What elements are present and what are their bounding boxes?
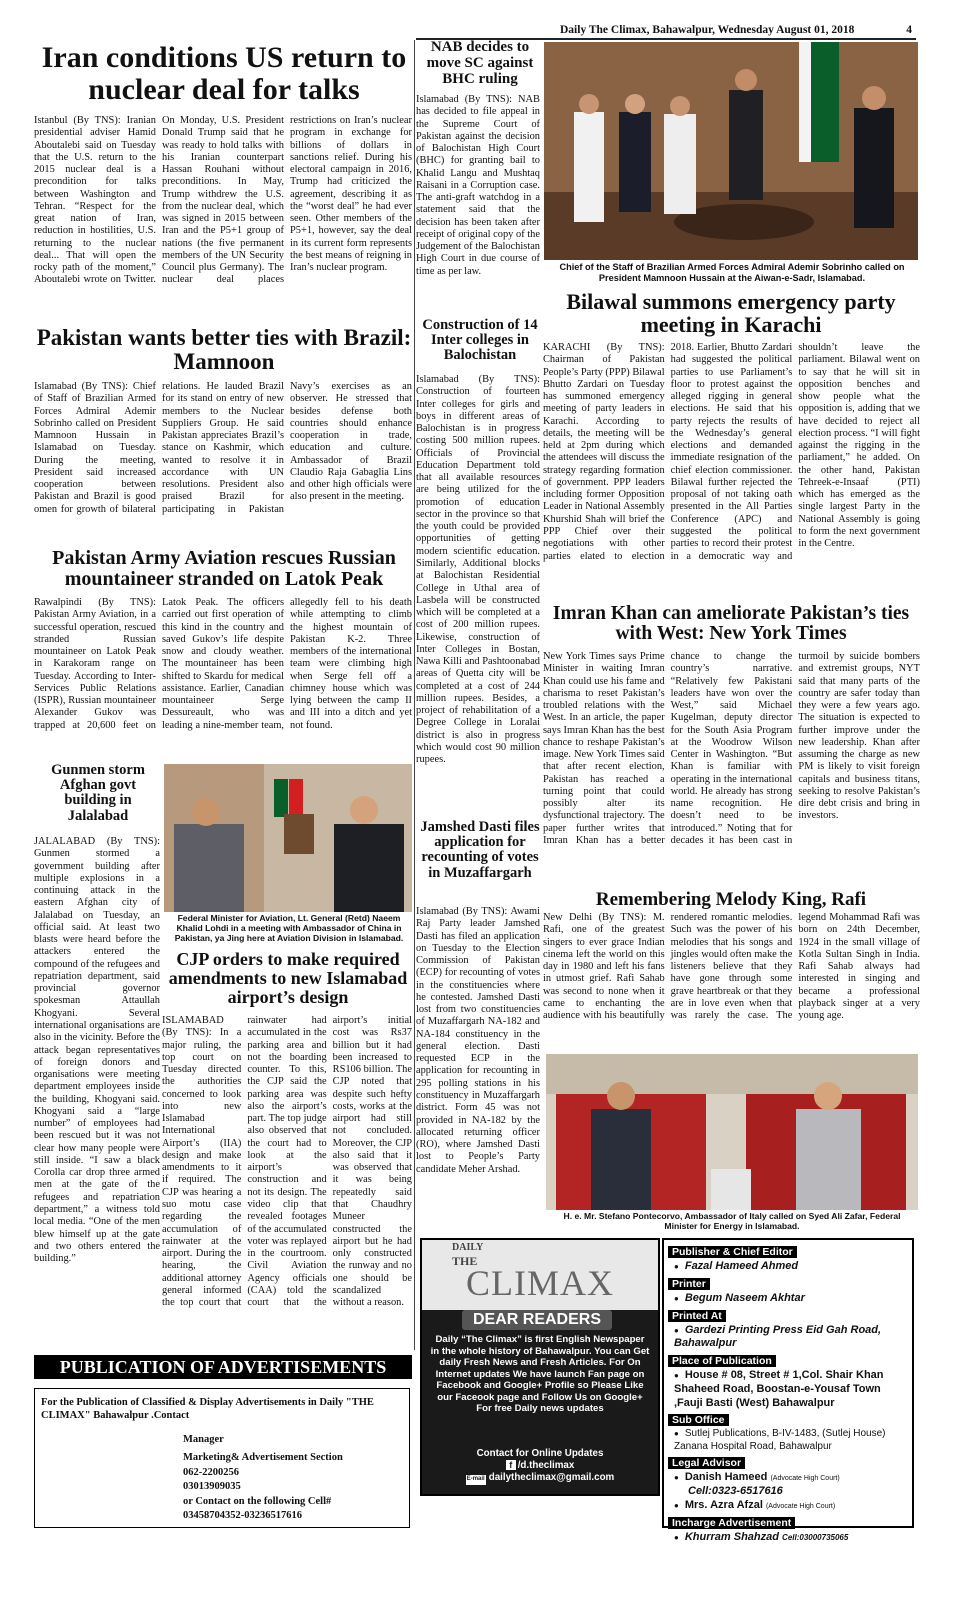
ads-or: or Contact on the following Cell# (183, 1495, 332, 1507)
italy-photo-caption: H. e. Mr. Stefano Pontecorvo, Ambassador of Italy called on Syed Ali Zafar, Federal Minister for Energy in Islamabad. (563, 1211, 901, 1231)
ads-phone1: 062-2200256 (183, 1466, 239, 1478)
ads-manager: Manager (183, 1434, 224, 1445)
construction-headline: Construction of 14 Inter colleges in Balochistan (422, 317, 538, 364)
cjp-body: ISLAMABAD (By TNS): In a major ruling, the top court on Tuesday directed the authorities concerned to look into new Islamabad International Airport’s (IIA) design and make amendments to it if required. The CJP was hearing a suo motu case regarding the accumulation of rainwater at the airport. During the hearing, the additional attorney general informed the top court that rainwater had accumulated in the parking area and not the boarding counter. To this, the CJP said the parking area was also the airport’s part. The top judge also observed that the court had to look at the airport’s construction and not its design. The video clip that revealed footages of the accumulated voter was replayed in the courtroom. Civil Aviation Agency officials (CAA) told the court that the airport’s initial cost was Rs37 billion but it had been increased to RS106 billion. The CJP noted that despite such hefty costs, works at the airport had still not concluded. Moreover, the CJP also said that it was observed that it was being repeatedly said that Chaudhry Muneer constructed the airport but he had only constructed the runway and no one should be scandalized without a reason. (162, 1015, 412, 1309)
logo-daily: DAILY (452, 1242, 484, 1253)
ads-line1: For the Publication of Classified & Display Advertisements in Daily "THE CLIMAX" Bahawalpur .Contact (41, 1397, 374, 1421)
ads-section: Marketing& Advertisement Section (183, 1452, 343, 1464)
cjp-headline: CJP orders to make required amendments to new Islamabad airport’s design (168, 949, 408, 1007)
aviation-headline: Pakistan Army Aviation rescues Russian mountaineer stranded on Latok Peak (52, 547, 396, 590)
brazil-photo-caption: Chief of the Staff of Brazilian Armed Forces Admiral Ademir Sobrinho called on President Mamnoon Hussain at the Aiwan-e-Sadr, Islamabad. (559, 262, 905, 283)
masthead (560, 24, 912, 36)
iran-headline: Iran conditions US return to nuclear deal for talks (41, 41, 407, 106)
nab-headline: NAB decides to move SC against BHC ruling (426, 39, 534, 87)
printer-name: ● Begum Naseem Akhtar (668, 1292, 908, 1306)
legal-heading: Legal Advisor (668, 1457, 745, 1469)
column-divider (414, 40, 415, 1350)
incharge-advertisement (668, 1531, 908, 1545)
ads-heading: PUBLICATION OF ADVERTISEMENTS (34, 1355, 412, 1379)
email-address: dailytheclimax@gmail.com (488, 1472, 615, 1484)
pakbrazil-body: Islamabad (By TNS): Chief of Staff of Brazilian Armed Forces Admiral Ademir Sobrinho called on President Mamnoon Hussain in Islamabad on Tuesday. During the meeting, President said increased cooperation between Pakistan and Brazil is good omen for growth of bilateral relations. He lauded Brazil for its stand on entry of new members to the Nuclear Suppliers Group. He said Pakistan appreciates Brazil’s stance on Kashmir, which wanted to resolve it in accordance with UN resolutions. President also praised Brazil for participating in Pakistan Navy’s exercises as an observer. He stressed that besides defense both countries should enhance cooperation in trade, education and culture. Ambassador of Brazil Claudio Raja Gabaglia Lins and other high officials were also present in the meeting. (34, 381, 412, 515)
place-heading: Place of Publication (668, 1355, 776, 1367)
publisher-name: ● Fazal Hameed Ahmed (668, 1260, 908, 1274)
facebook-icon: f (506, 1460, 516, 1470)
legal1-cell: Cell:0323-6517616 (688, 1485, 783, 1497)
incharge-heading: Incharge Advertisement (668, 1517, 795, 1529)
brazil-meeting-photo (544, 42, 918, 260)
dear-readers-banner: DEAR READERS (462, 1310, 612, 1330)
legal2-note: (Advocate High Court) (765, 1502, 836, 1510)
ads-phone2: 03013909035 (183, 1481, 241, 1493)
pakbrazil-headline: Pakistan wants better ties with Brazil: Mamnoon (36, 325, 412, 375)
printer-heading: Printer (668, 1278, 710, 1290)
email-icon: E-mail (466, 1475, 486, 1485)
china-meeting-photo (164, 764, 412, 912)
publisher-heading: Publisher & Chief Editor (668, 1246, 797, 1258)
publisher-list (668, 1242, 908, 1544)
ads-contact-block (183, 1433, 343, 1524)
china-photo-caption: Federal Minister for Aviation, Lt. General (Retd) Naeem Khalid Lohdi in a meeting with Ambassador of China in Pakistan, ya Jing here at Aviation Division in Islamabad. (174, 913, 404, 943)
legal-advisor-1 (668, 1471, 908, 1485)
masthead-paper: Daily The Climax, Bahawalpur, Wednesday August 01, 2018 (560, 24, 855, 36)
brazil-photo-art (544, 42, 918, 260)
printed-at: ● Gardezi Printing Press Eid Gah Road, Bahawalpur (668, 1324, 908, 1352)
logo-climax: CLIMAX (466, 1263, 614, 1303)
nab-body: Islamabad (By TNS): NAB has decided to file appeal in the Supreme Court of Pakistan against the decision of Balochistan High Court (BHC) for granting bail to Khalid Langu and Mushtaq Raisani in a Corruption case. The anti-graft watchdog in a statement said that the decision has been taken after receipt of original copy of the Judgement of the Balochistan High Court in due course of time as per law. (416, 94, 540, 277)
page-number: 4 (906, 24, 912, 36)
facebook-handle: /d.theclimax (517, 1460, 575, 1472)
legal2-name: Mrs. Azra Afzal (684, 1498, 763, 1511)
place-of-publication: ● House # 08, Street # 1,Col. Shair Khan Shaheed Road, Boostan-e-Yousaf Town ,Fauji Basti (West) Bahawalpur (668, 1369, 908, 1410)
incharge-cell: Cell:03000735065 (782, 1532, 849, 1542)
sub-office-heading: Sub Office (668, 1414, 729, 1426)
legal-advisor-2 (668, 1499, 908, 1513)
facebook-link[interactable] (422, 1460, 658, 1472)
promo-contact-label: Contact for Online Updates (476, 1448, 604, 1459)
construction-body: Islamabad (By TNS): Construction of fourteen Inter colleges for girls and boys in different areas of Balochistan is in progress costing 500 million rupees. Officials of Provincial Education Department told that all available resources are being utilized for the promotion of education sector in the province so that the youth could be provided opportunities of getting modern scientific education. Similarly, Additional blocks at Balochistan Residential College in Uthal area of Lasbela will be constructed which will be completed at a cost of 200 million rupees. Likewise, construction of Inter Colleges in Bostan, Nawa Killi and Pashtoonabad areas of Quetta city will be completed at a cost of 244 million rupees. Besides, a project of rehabilitation of a Degree College in Loralai district is also in progress which would cost 90 million rupees. (416, 374, 540, 766)
gunmen-body: JALALABAD (By TNS): Gunmen stormed a government building after multiple explosions in a continuing attack in the eastern Afghan city of Jalalabad on Tuesday, an official said. At least two blasts were heard before the attackers entered the compound of the refugees and repatriation department, said provincial governor spokesman Attaullah Khogyani. Several international organisations are also in the vicinity. Before the attack began representatives of foreign donors and organisations were meeting department employees inside the building, Khogyani said. Khogyani said a “large number” of employees had been rescued but it was not clear how many people were still inside. “I saw a black Corolla car drop three armed men at the gate of the refugees and repatriation department,” a witness told local media. “One of the men blew himself up at the gate and two others entered the building.” (34, 836, 160, 1265)
bilawal-headline: Bilawal summons emergency party meeting in Karachi (566, 289, 896, 338)
imran-body: New York Times says Prime Minister in waiting Imran Khan could use his fame and charisma to reset Pakistan’s troubled relations with the West. In an article, the paper says Imran Khan has the best chance to reshape Pakistan’s image. New York Times said that after recent election, Pakistan has reached a turning point that could possibly alter its dysfunctional trajectory. The paper further writes that Imran Khan has a better chance to change the country’s narrative. “Relatively few Pakistani leaders have won over the West,” said Michael Kugelman, deputy director for the South Asia Program at the Woodrow Wilson Center in Washington. “But Khan is familiar with operating in the international world. He already has strong name recognition. He doesn’t need to be introduced.” Noting that for decades it has been cast in turmoil by suicide bombers and extremist groups, NYT said that many parts of the country are safer today than they were a few years ago. The situation is expected to further improve under the new leadership. Khan after assuming the charge as new PM is likely to visit foreign capitals and business titans, seeking to resolve Pakistan’s dire debt crisis and bring in investors. (543, 651, 920, 846)
italy-meeting-photo (546, 1054, 918, 1210)
dasti-body: Islamabad (By TNS): Awami Raj Party leader Jamshed Dasti has filed an application on Tuesday to the Election Commission of Pakistan (ECP) for recounting of votes in the constituencies where he contested. Jamshed Dasti lost from two constituencies of Muzaffargarh NA-182 and NA-184 constituency in the general election. Dasti requested ECP in the application for recounting in 295 polling stations in his constituency in Muzaffargarh district. Form 45 was not provided in NA-182 by the allocated returning officer (RO), where Jamshed Dasti lost to People’s Party candidate Meher Arshad. (416, 906, 540, 1175)
printed-heading: Printed At (668, 1310, 726, 1322)
imran-headline: Imran Khan can ameliorate Pakistan’s ties with West: New York Times (552, 603, 910, 645)
italy-photo-art (546, 1054, 918, 1210)
gunmen-headline: Gunmen storm Afghan govt building in Jalalabad (51, 762, 145, 824)
rafi-body: New Delhi (By TNS): M. Rafi, one of the greatest singers to ever grace Indian cinema left the world on this day in 1980 and left his fans in utmost grief. Rafi Sahab was second to none when it came to enchanting the audience with his beautifully rendered romantic melodies. Such was the power of his melodies that his songs and jingles would often make the listeners believe that they have gone through some grave heartbreak or that they are in love even when that was rarely the case. The legend Mohammad Rafi was born on 24th December, 1924 in the small village of Kotla Sultan Singh in India. Rafi Sahab always had interested in singing and became a professional playback singer at a very young age. (543, 912, 920, 1022)
promo-text: Daily “The Climax” is first English Newspaper in the whole history of Bahawalpur. You can Get daily Fresh News and Fresh Articles. For On Internet updates We have launch Fan page on Facebook and Google+ Profile so Please Like our Faceook page and Follow Us on Google+ For free Daily news updates (430, 1334, 650, 1414)
promo-contact (422, 1448, 658, 1485)
legal1-note: (Advocate High Court) (770, 1475, 840, 1483)
sub-office: ● Sutlej Publications, B-IV-1483, (Sutlej House) Zanana Hospital Road, Bahawalpur (668, 1428, 908, 1453)
aviation-body: Rawalpindi (By TNS): Pakistan Army Aviation, in a successful operation, rescued stranded Russian mountaineer on Latok Peak in Karakoram range on Tuesday. According to Inter-Services Public Relations (ISPR), Russian mountaineer Alexander Gukov was trapped at 20,600 feet on Latok Peak. The officers carried out first operation of this kind in the country and saved Gukov’s life despite snow and cloudy weather. The mountaineer has been shifted to Skardu for medical assistance. Earlier, Canadian mountaineer Serge Dessureault, who was leading a nine-member team, allegedly fell to his death while attempting to climb the highest mountain of Pakistan K-2. Three members of the international team were climbing high when Serge fell off a chimney house which was lying between the camp II and III into a ditch and yet not found. (34, 597, 412, 731)
publisher-box (662, 1238, 914, 1543)
email-link[interactable] (422, 1472, 658, 1485)
ads-box (34, 1388, 410, 1528)
climax-logo (422, 1240, 658, 1310)
ads-cells: 03458704352-03236517616 (183, 1510, 302, 1522)
china-photo-art (164, 764, 412, 912)
legal1-name: Danish Hameed (684, 1471, 768, 1484)
dear-readers-box (420, 1238, 660, 1496)
bilawal-body: KARACHI (By TNS): Chairman of Pakistan People’s Party (PPP) Bilawal Bhutto Zardari on Tuesday has summoned emergency meeting of party leaders in Karachi. According to details, the meeting will be held at 2pm during which the attendees will discuss the strategy regarding formation of government. PPP leaders including former Opposition Leader in National Assembly Khurshid Shah will brief the PPP Chief over their negotiations with other parties elated to election 2018. Earlier, Bhutto Zardari had suggested the political parties to use Parliament’s floor to protest against the alleged rigging in general elections. He said that his party rejects the results of the Wednesday’s general elections and demanded immediate resignation of the chief election commissioner. Bilawal further rejected the proposal of not taking oath presented in the All Parties Conference (APC) and suggested the political parties to record their protest in a democratic way and shouldn’t leave the parliament. Bilawal went on to say that he will sit in opposition benches and show people what the opposition is, adding that we have decided to reject all election process. “I will fight against the rigging in the parliament,” he added. On the other hand, Pakistan Tehreek-e-Insaaf (PTI) which has emerged as the single largest Party in the National Assembly is going to form the next government in the Centre. (543, 342, 920, 562)
iran-body: Istanbul (By TNS): Iranian presidential adviser Hamid Aboutalebi said on Tuesday that the U.S. return to the 2015 nuclear deal is a precondition for talks between Washington and Tehran. “Respect for the great nation of Iran, reduction in hostilities, U.S. returning to the nuclear deal... That will open the rocky path of the moment,” Aboutalebi wrote on Twitter. On Monday, U.S. President Donald Trump said that he was ready to hold talks with his Iranian counterpart Hassan Rouhani without preconditions. In May, Trump withdrew the U.S. from the nuclear deal, which was signed in 2015 between Iran and the P5+1 group of nations (the five permanent members of the UN Security Council plus Germany). The nuclear deal places restrictions on Iran’s nuclear program in exchange for billions of dollars in sanctions relief. During his electoral campaign in 2016, Trump had criticized the agreement, describing it as the “worst deal” he had ever seen. Other members of the P5+1, however, say the deal in its current form represents the best means of reigning in Iran’s nuclear program. (34, 115, 412, 286)
incharge-name: Khurram Shahzad (684, 1530, 779, 1543)
rafi-headline: Remembering Melody King, Rafi (595, 889, 867, 910)
logo-the: THE (452, 1254, 478, 1268)
dasti-headline: Jamshed Dasti files application for recounting of votes in Muzaffargarh (420, 819, 540, 881)
